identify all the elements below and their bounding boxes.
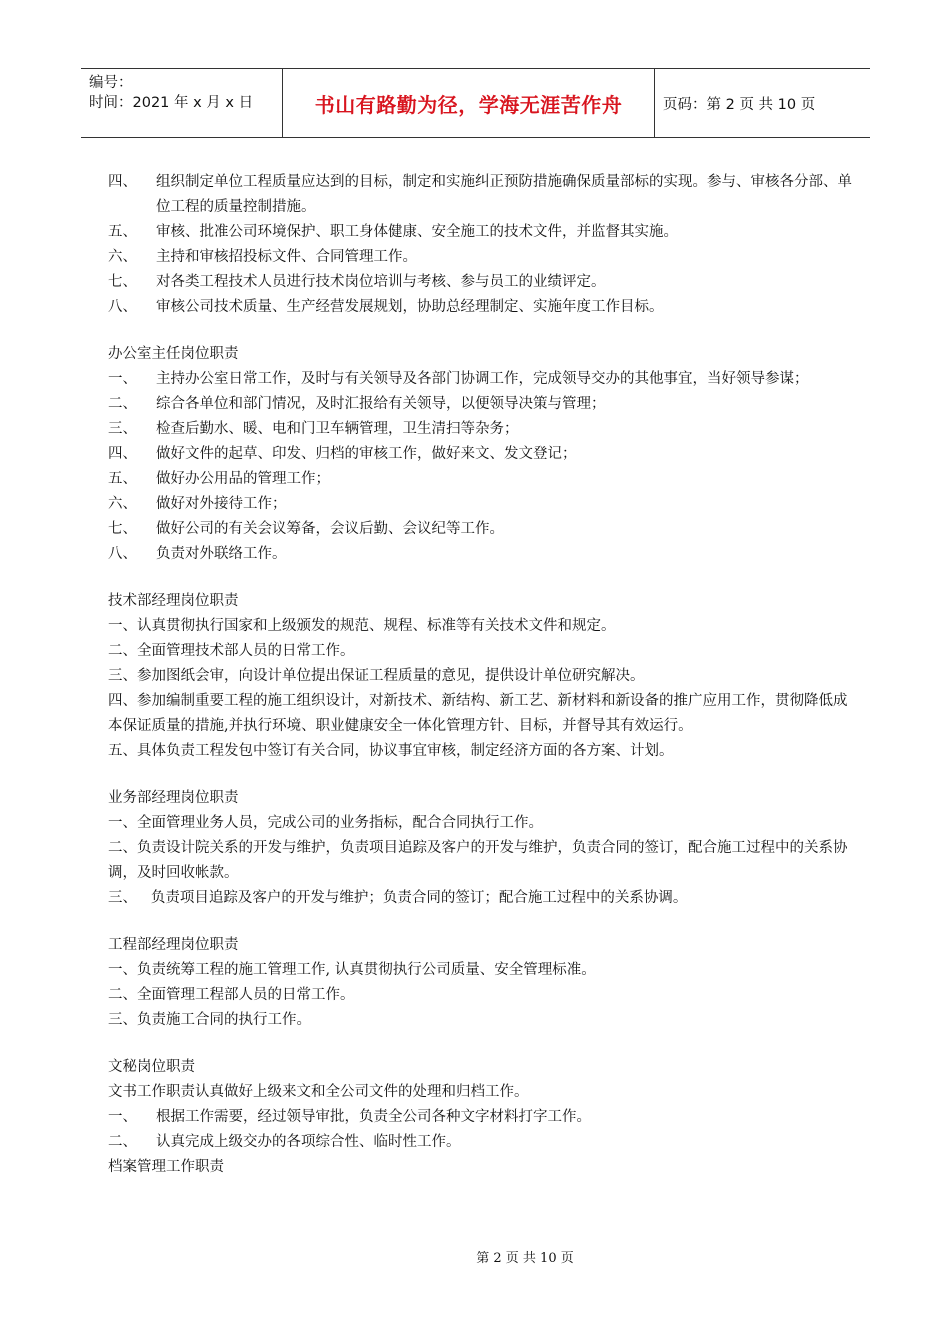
list-item: 五、具体负责工程发包中签订有关合同，协议事宜审核，制定经济方面的各方案、计划。 — [108, 743, 674, 759]
item-text: 组织制定单位工程质量应达到的目标，制定和实施纠正预防措施确保质量部标的实现。参与、审核各分部、单位工程的质量控制措施。 — [156, 174, 852, 215]
document-body — [108, 170, 860, 1180]
list-item: 二、全面管理技术部人员的日常工作。 — [108, 643, 355, 659]
section-title: 办公室主任岗位职责 — [108, 346, 239, 362]
item-number: 二、 — [108, 396, 137, 412]
item-number: 一、 — [108, 1109, 137, 1125]
item-number: 三、 — [108, 421, 137, 437]
list-item — [108, 270, 860, 295]
section-engineering-manager — [108, 933, 860, 1033]
item-number: 八、 — [108, 546, 137, 562]
list-item — [108, 467, 860, 492]
list-item — [108, 542, 860, 567]
header-page-label: 页码：第 2 页 共 10 页 — [663, 96, 816, 113]
item-text: 主持和审核招投标文件、合同管理工作。 — [156, 249, 417, 265]
item-number: 六、 — [108, 496, 137, 512]
section-title: 技术部经理岗位职责 — [108, 593, 239, 609]
item-number: 七、 — [108, 521, 137, 537]
item-number: 八、 — [108, 299, 137, 315]
header-meta — [81, 69, 282, 137]
item-number: 一、 — [108, 371, 137, 387]
list-item — [108, 245, 860, 270]
section-business-manager — [108, 786, 860, 911]
item-text: 根据工作需要，经过领导审批，负责全公司各种文字材料打字工作。 — [156, 1109, 591, 1125]
item-text: 对各类工程技术人员进行技术岗位培训与考核、参与员工的业绩评定。 — [156, 274, 606, 290]
item-text: 审核、批准公司环境保护、职工身体健康、安全施工的技术文件，并监督其实施。 — [156, 224, 678, 240]
list-item — [108, 392, 860, 417]
item-number: 四、 — [108, 174, 137, 190]
list-item: 二、负责设计院关系的开发与维护，负责项目追踪及客户的开发与维护，负责合同的签订，配合施工过程中的关系协调，及时回收帐款。 — [108, 840, 848, 881]
item-number: 六、 — [108, 249, 137, 265]
item-number: 七、 — [108, 274, 137, 290]
item-text: 综合各单位和部门情况，及时汇报给有关领导，以便领导决策与管理； — [156, 396, 606, 412]
list-item — [108, 492, 860, 517]
section-title: 业务部经理岗位职责 — [108, 790, 239, 806]
item-text: 检查后勤水、暖、电和门卫车辆管理，卫生清扫等杂务； — [156, 421, 519, 437]
list-item — [108, 170, 860, 220]
item-text: 主持办公室日常工作，及时与有关领导及各部门协调工作，完成领导交办的其他事宜，当好领导参谋； — [156, 371, 809, 387]
archive-section-title: 档案管理工作职责 — [108, 1159, 224, 1175]
item-text: 做好对外接待工作； — [156, 496, 287, 512]
item-number: 二、 — [108, 1134, 137, 1150]
item-text: 做好文件的起草、印发、归档的审核工作，做好来文、发文登记； — [156, 446, 577, 462]
list-item — [108, 442, 860, 467]
list-item: 一、全面管理业务人员，完成公司的业务指标，配合合同执行工作。 — [108, 815, 543, 831]
list-item: 四、参加编制重要工程的施工组织设计，对新技术、新结构、新工艺、新材料和新设备的推广应用工作，贯彻降低成本保证质量的措施,并执行环境、职业健康安全一体化管理方针、目标，并督导其有效运行。 — [108, 693, 848, 734]
document-time-label: 时间：2021 年 x 月 x 日 — [89, 95, 254, 111]
page-footer: 第 2 页 共 10 页 — [476, 1251, 574, 1266]
item-number: 四、 — [108, 446, 137, 462]
list-item — [108, 295, 860, 320]
item-number: 五、 — [108, 224, 137, 240]
item-text: 认真完成上级交办的各项综合性、临时性工作。 — [156, 1134, 461, 1150]
list-item — [108, 417, 860, 442]
list-item — [108, 367, 860, 392]
section-title: 工程部经理岗位职责 — [108, 937, 239, 953]
item-text: 做好办公用品的管理工作； — [156, 471, 330, 487]
document-number-label: 编号： — [89, 75, 133, 91]
list-item — [108, 517, 860, 542]
section-office-director — [108, 342, 860, 567]
section-title: 文秘岗位职责 — [108, 1059, 195, 1075]
list-item: 三、 负责项目追踪及客户的开发与维护；负责合同的签订；配合施工过程中的关系协调。 — [108, 890, 688, 906]
list-item — [108, 1105, 860, 1130]
list-item: 三、负责施工合同的执行工作。 — [108, 1012, 311, 1028]
header-motto: 书山有路勤为径，学海无涯苦作舟 — [282, 69, 655, 137]
list-item: 一、认真贯彻执行国家和上级颁发的规范、规程、标准等有关技术文件和规定。 — [108, 618, 616, 634]
item-text: 审核公司技术质量、生产经营发展规划，协助总经理制定、实施年度工作目标。 — [156, 299, 664, 315]
list-item: 二、全面管理工程部人员的日常工作。 — [108, 987, 355, 1003]
list-item: 三、参加图纸会审，向设计单位提出保证工程质量的意见，提供设计单位研究解决。 — [108, 668, 645, 684]
item-number: 五、 — [108, 471, 137, 487]
page-header — [81, 68, 870, 138]
section-tech-manager — [108, 589, 860, 764]
section-chief-engineer-continued — [108, 170, 860, 320]
list-item — [108, 1130, 860, 1155]
list-item — [108, 220, 860, 245]
section-secretary — [108, 1055, 860, 1180]
section-intro: 文书工作职责认真做好上级来文和全公司文件的处理和归档工作。 — [108, 1084, 529, 1100]
item-text: 负责对外联络工作。 — [156, 546, 287, 562]
list-item: 一、负责统筹工程的施工管理工作, 认真贯彻执行公司质量、安全管理标准。 — [108, 962, 596, 978]
item-text: 做好公司的有关会议筹备，会议后勤、会议纪等工作。 — [156, 521, 504, 537]
